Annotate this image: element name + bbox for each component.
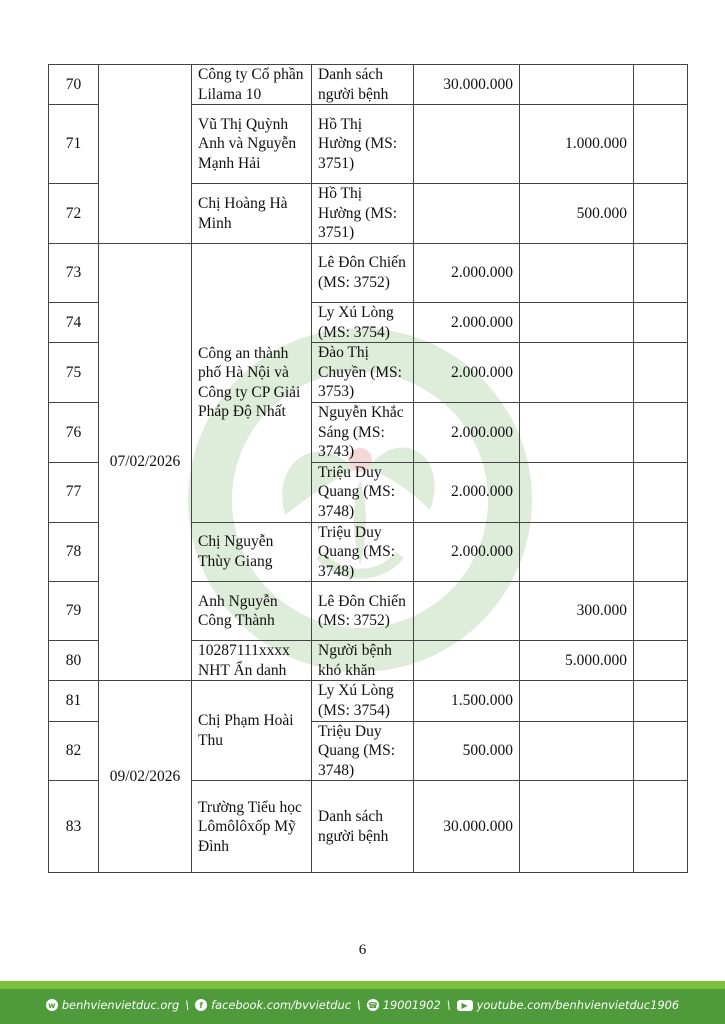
- recipient-cell: Triệu Duy Quang (MS: 3748): [312, 721, 414, 781]
- note-cell: [634, 641, 688, 681]
- row-number: 83: [49, 781, 99, 873]
- note-cell: [634, 522, 688, 582]
- amount-cell: 2.000.000: [414, 302, 520, 342]
- phone-icon: ☎: [367, 1000, 378, 1010]
- youtube-icon: ▶: [457, 1000, 473, 1011]
- row-number: 76: [49, 402, 99, 462]
- footer-hotline[interactable]: [367, 998, 441, 1012]
- footer-facebook[interactable]: [195, 998, 351, 1012]
- recipient-cell: Người bệnh khó khăn: [312, 641, 414, 681]
- footer-bar: [0, 981, 725, 1024]
- note-cell: [634, 105, 688, 184]
- website-text: benhvienvietduc.org: [61, 998, 180, 1012]
- row-number: 77: [49, 462, 99, 522]
- date-cell: 09/02/2026: [99, 681, 192, 873]
- facebook-text: facebook.com/bvvietduc: [211, 998, 351, 1012]
- note-cell: [634, 302, 688, 342]
- recipient-cell: Hồ Thị Hường (MS: 3751): [312, 184, 414, 244]
- row-number: 72: [49, 184, 99, 244]
- amount-cell: 2.000.000: [414, 343, 520, 403]
- row-number: 73: [49, 243, 99, 302]
- row-number: 79: [49, 582, 99, 641]
- donor-cell: Chị Phạm Hoài Thu: [192, 681, 312, 781]
- amount-cell: [414, 641, 520, 681]
- amount-cell: 1.000.000: [520, 105, 634, 184]
- donor-cell: Vũ Thị Quỳnh Anh và Nguyễn Mạnh Hải: [192, 105, 312, 184]
- youtube-text: youtube.com/benhvienvietduc1906: [476, 998, 680, 1012]
- amount-cell: [414, 105, 520, 184]
- recipient-cell: Lê Đôn Chiến (MS: 3752): [312, 243, 414, 302]
- table-row: [49, 681, 688, 721]
- footer-contacts: [0, 998, 725, 1012]
- recipient-cell: Triệu Duy Quang (MS: 3748): [312, 462, 414, 522]
- row-number: 78: [49, 522, 99, 582]
- donation-table: [48, 64, 688, 873]
- amount-cell: 30.000.000: [414, 781, 520, 873]
- table-row: [49, 65, 688, 105]
- date-cell: 07/02/2026: [99, 243, 192, 681]
- recipient-cell: Ly Xú Lòng (MS: 3754): [312, 302, 414, 342]
- row-number: 74: [49, 302, 99, 342]
- date-cell: [99, 65, 192, 244]
- amount-cell: [520, 243, 634, 302]
- donor-cell: Công ty Cổ phần Lilama 10: [192, 65, 312, 105]
- row-number: 71: [49, 105, 99, 184]
- recipient-cell: Danh sách người bệnh: [312, 781, 414, 873]
- hotline-text: 19001902: [382, 998, 441, 1012]
- donor-cell: Công an thành phố Hà Nội và Công ty CP Giải Pháp Độ Nhất: [192, 243, 312, 522]
- row-number: 81: [49, 681, 99, 721]
- donor-cell: Anh Nguyễn Công Thành: [192, 582, 312, 641]
- donor-cell: Chị Hoàng Hà Minh: [192, 184, 312, 244]
- row-number: 75: [49, 343, 99, 403]
- recipient-cell: Lê Đôn Chiến (MS: 3752): [312, 582, 414, 641]
- footer-website[interactable]: [46, 998, 179, 1012]
- amount-cell: [520, 302, 634, 342]
- amount-cell: [520, 721, 634, 781]
- note-cell: [634, 343, 688, 403]
- table-row: [49, 243, 688, 302]
- footer-stripe: [0, 981, 725, 989]
- row-number: 70: [49, 65, 99, 105]
- amount-cell: 2.000.000: [414, 243, 520, 302]
- recipient-cell: Triệu Duy Quang (MS: 3748): [312, 522, 414, 582]
- footer-youtube[interactable]: [457, 998, 680, 1012]
- amount-cell: [520, 681, 634, 721]
- note-cell: [634, 462, 688, 522]
- recipient-cell: Danh sách người bệnh: [312, 65, 414, 105]
- recipient-cell: Hồ Thị Hường (MS: 3751): [312, 105, 414, 184]
- donor-cell: Trường Tiểu học Lômôlôxốp Mỹ Đình: [192, 781, 312, 873]
- amount-cell: [414, 184, 520, 244]
- amount-cell: 2.000.000: [414, 522, 520, 582]
- recipient-cell: Ly Xú Lòng (MS: 3754): [312, 681, 414, 721]
- amount-cell: [520, 522, 634, 582]
- note-cell: [634, 65, 688, 105]
- amount-cell: 5.000.000: [520, 641, 634, 681]
- donor-cell: 10287111xxxx NHT Ẩn danh: [192, 641, 312, 681]
- amount-cell: [520, 65, 634, 105]
- amount-cell: 2.000.000: [414, 402, 520, 462]
- amount-cell: [520, 781, 634, 873]
- note-cell: [634, 184, 688, 244]
- note-cell: [634, 243, 688, 302]
- amount-cell: [414, 582, 520, 641]
- note-cell: [634, 681, 688, 721]
- recipient-cell: Nguyễn Khắc Sáng (MS: 3743): [312, 402, 414, 462]
- amount-cell: [520, 462, 634, 522]
- facebook-icon: f: [195, 999, 207, 1011]
- globe-icon: w: [46, 999, 58, 1011]
- separator: \: [185, 998, 190, 1012]
- amount-cell: 1.500.000: [414, 681, 520, 721]
- amount-cell: 500.000: [414, 721, 520, 781]
- amount-cell: 2.000.000: [414, 462, 520, 522]
- separator: \: [356, 998, 361, 1012]
- amount-cell: 300.000: [520, 582, 634, 641]
- separator: \: [446, 998, 451, 1012]
- note-cell: [634, 402, 688, 462]
- row-number: 82: [49, 721, 99, 781]
- page-number: 6: [358, 942, 367, 958]
- note-cell: [634, 721, 688, 781]
- amount-cell: [520, 402, 634, 462]
- amount-cell: 500.000: [520, 184, 634, 244]
- recipient-cell: Đào Thị Chuyền (MS: 3753): [312, 343, 414, 403]
- note-cell: [634, 781, 688, 873]
- amount-cell: 30.000.000: [414, 65, 520, 105]
- amount-cell: [520, 343, 634, 403]
- donor-cell: Chị Nguyễn Thùy Giang: [192, 522, 312, 582]
- note-cell: [634, 582, 688, 641]
- row-number: 80: [49, 641, 99, 681]
